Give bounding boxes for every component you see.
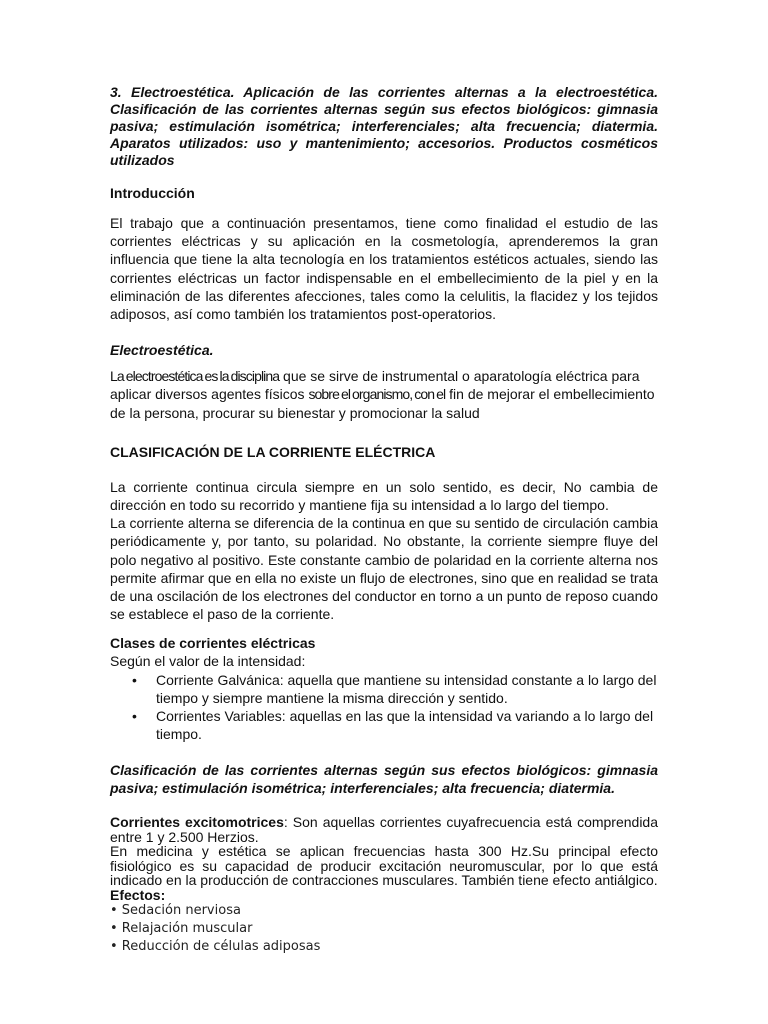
electro-paragraph	[110, 367, 658, 422]
electro-heading: Electroestética.	[110, 342, 214, 359]
clasificacion-heading: CLASIFICACIÓN DE LA CORRIENTE ELÉCTRICA	[110, 443, 436, 460]
document-page	[110, 84, 658, 956]
clasificacion-paragraph-1: La corriente continua circula siempre en un solo sentido, es decir, No cambia de dirección en todo su recorrido y mantiene fija su intensidad a lo largo del tiempo.	[110, 478, 658, 514]
clases-subheading: Según el valor de la intensidad:	[110, 653, 306, 670]
list-item: • Sedación nerviosa	[110, 903, 241, 919]
electro-text-a: La electroestética es la disciplina	[110, 368, 280, 385]
list-item: • Relajación muscular	[110, 921, 253, 937]
clases-list	[110, 671, 658, 744]
electro-text-d: fin de mejorar el embellecimiento de la persona, procurar su bienestar y promocionar la salud	[110, 386, 655, 421]
document-title: 3. Electroestética. Aplicación de las corrientes alternas a la electroestética. Clasificación de las corrientes alternas según sus efectos biológicos: gimnasia pasiva; estimulación isométrica; interferenciales; alta frecuencia; diatermia. Aparatos utilizados: uso y mantenimiento; accesorios. Productos cosméticos utilizados	[110, 84, 658, 168]
bullet-icon: •	[132, 708, 137, 725]
excito-paragraph-2: En medicina y estética se aplican frecuencias hasta 300 Hz.Su principal efecto fisiológico es su capacidad de producir excitación neuromuscular, por lo que está indicado en la producción de contracciones musculares. También tiene efecto antiálgico.	[110, 843, 658, 889]
alternas-heading: Clasificación de las corrientes alternas según sus efectos biológicos: gimnasia pasiva; estimulación isométrica; interferenciales; alta frecuencia; diatermia.	[110, 762, 658, 797]
list-item	[110, 707, 658, 743]
clases-heading: Clases de corrientes eléctricas	[110, 635, 316, 652]
electro-text-b: que se sirve de instrumental o aparatología eléctrica para aplicar diversos agentes físicos	[110, 368, 640, 403]
excito-paragraph	[110, 815, 658, 844]
electro-text-c: sobre el organismo, con el	[308, 386, 446, 403]
list-item-text: Corriente Galvánica: aquella que mantiene su intensidad constante a lo largo del tiempo y siempre mantiene la misma dirección y sentido.	[156, 671, 657, 706]
intro-heading: Introducción	[110, 185, 195, 201]
excito-definition: : Son aquellas corrientes cuyafrecuencia está comprendida entre 1 y 2.500 Herzios.	[110, 814, 659, 845]
excito-term: Corrientes excitomotrices	[110, 814, 284, 831]
bullet-icon: •	[132, 671, 137, 688]
list-item-text: Corrientes Variables: aquellas en las que la intensidad va variando a lo largo del tiempo.	[156, 708, 654, 743]
list-item: • Reducción de células adiposas	[110, 939, 321, 955]
efectos-heading: Efectos:	[110, 886, 166, 903]
efectos-list	[110, 902, 658, 956]
clasificacion-paragraph-2: La corriente alterna se diferencia de la continua en que su sentido de circulación cambia periódicamente y, por tanto, su polaridad. No obstante, la corriente siempre fluye del polo negativo al positivo. Este constante cambio de polaridad en la corriente alterna nos permite afirmar que en ella no existe un flujo de electrones, sino que en realidad se trata de una oscilación de los electrones del conductor en torno a un punto de reposo cuando se establece el paso de la corriente.	[110, 515, 658, 623]
intro-paragraph: El trabajo que a continuación presentamos, tiene como finalidad el estudio de las corrientes eléctricas y su aplicación en la cosmetología, aprenderemos la gran influencia que tiene la alta tecnología en los tratamientos estéticos actuales, siendo las corrientes eléctricas un factor indispensable en el embellecimiento de la piel y en la eliminación de las diferentes afecciones, tales como la celulitis, la flacidez y los tejidos adiposos, así como también los tratamientos post-operatorios.	[110, 215, 658, 323]
list-item	[110, 671, 658, 707]
